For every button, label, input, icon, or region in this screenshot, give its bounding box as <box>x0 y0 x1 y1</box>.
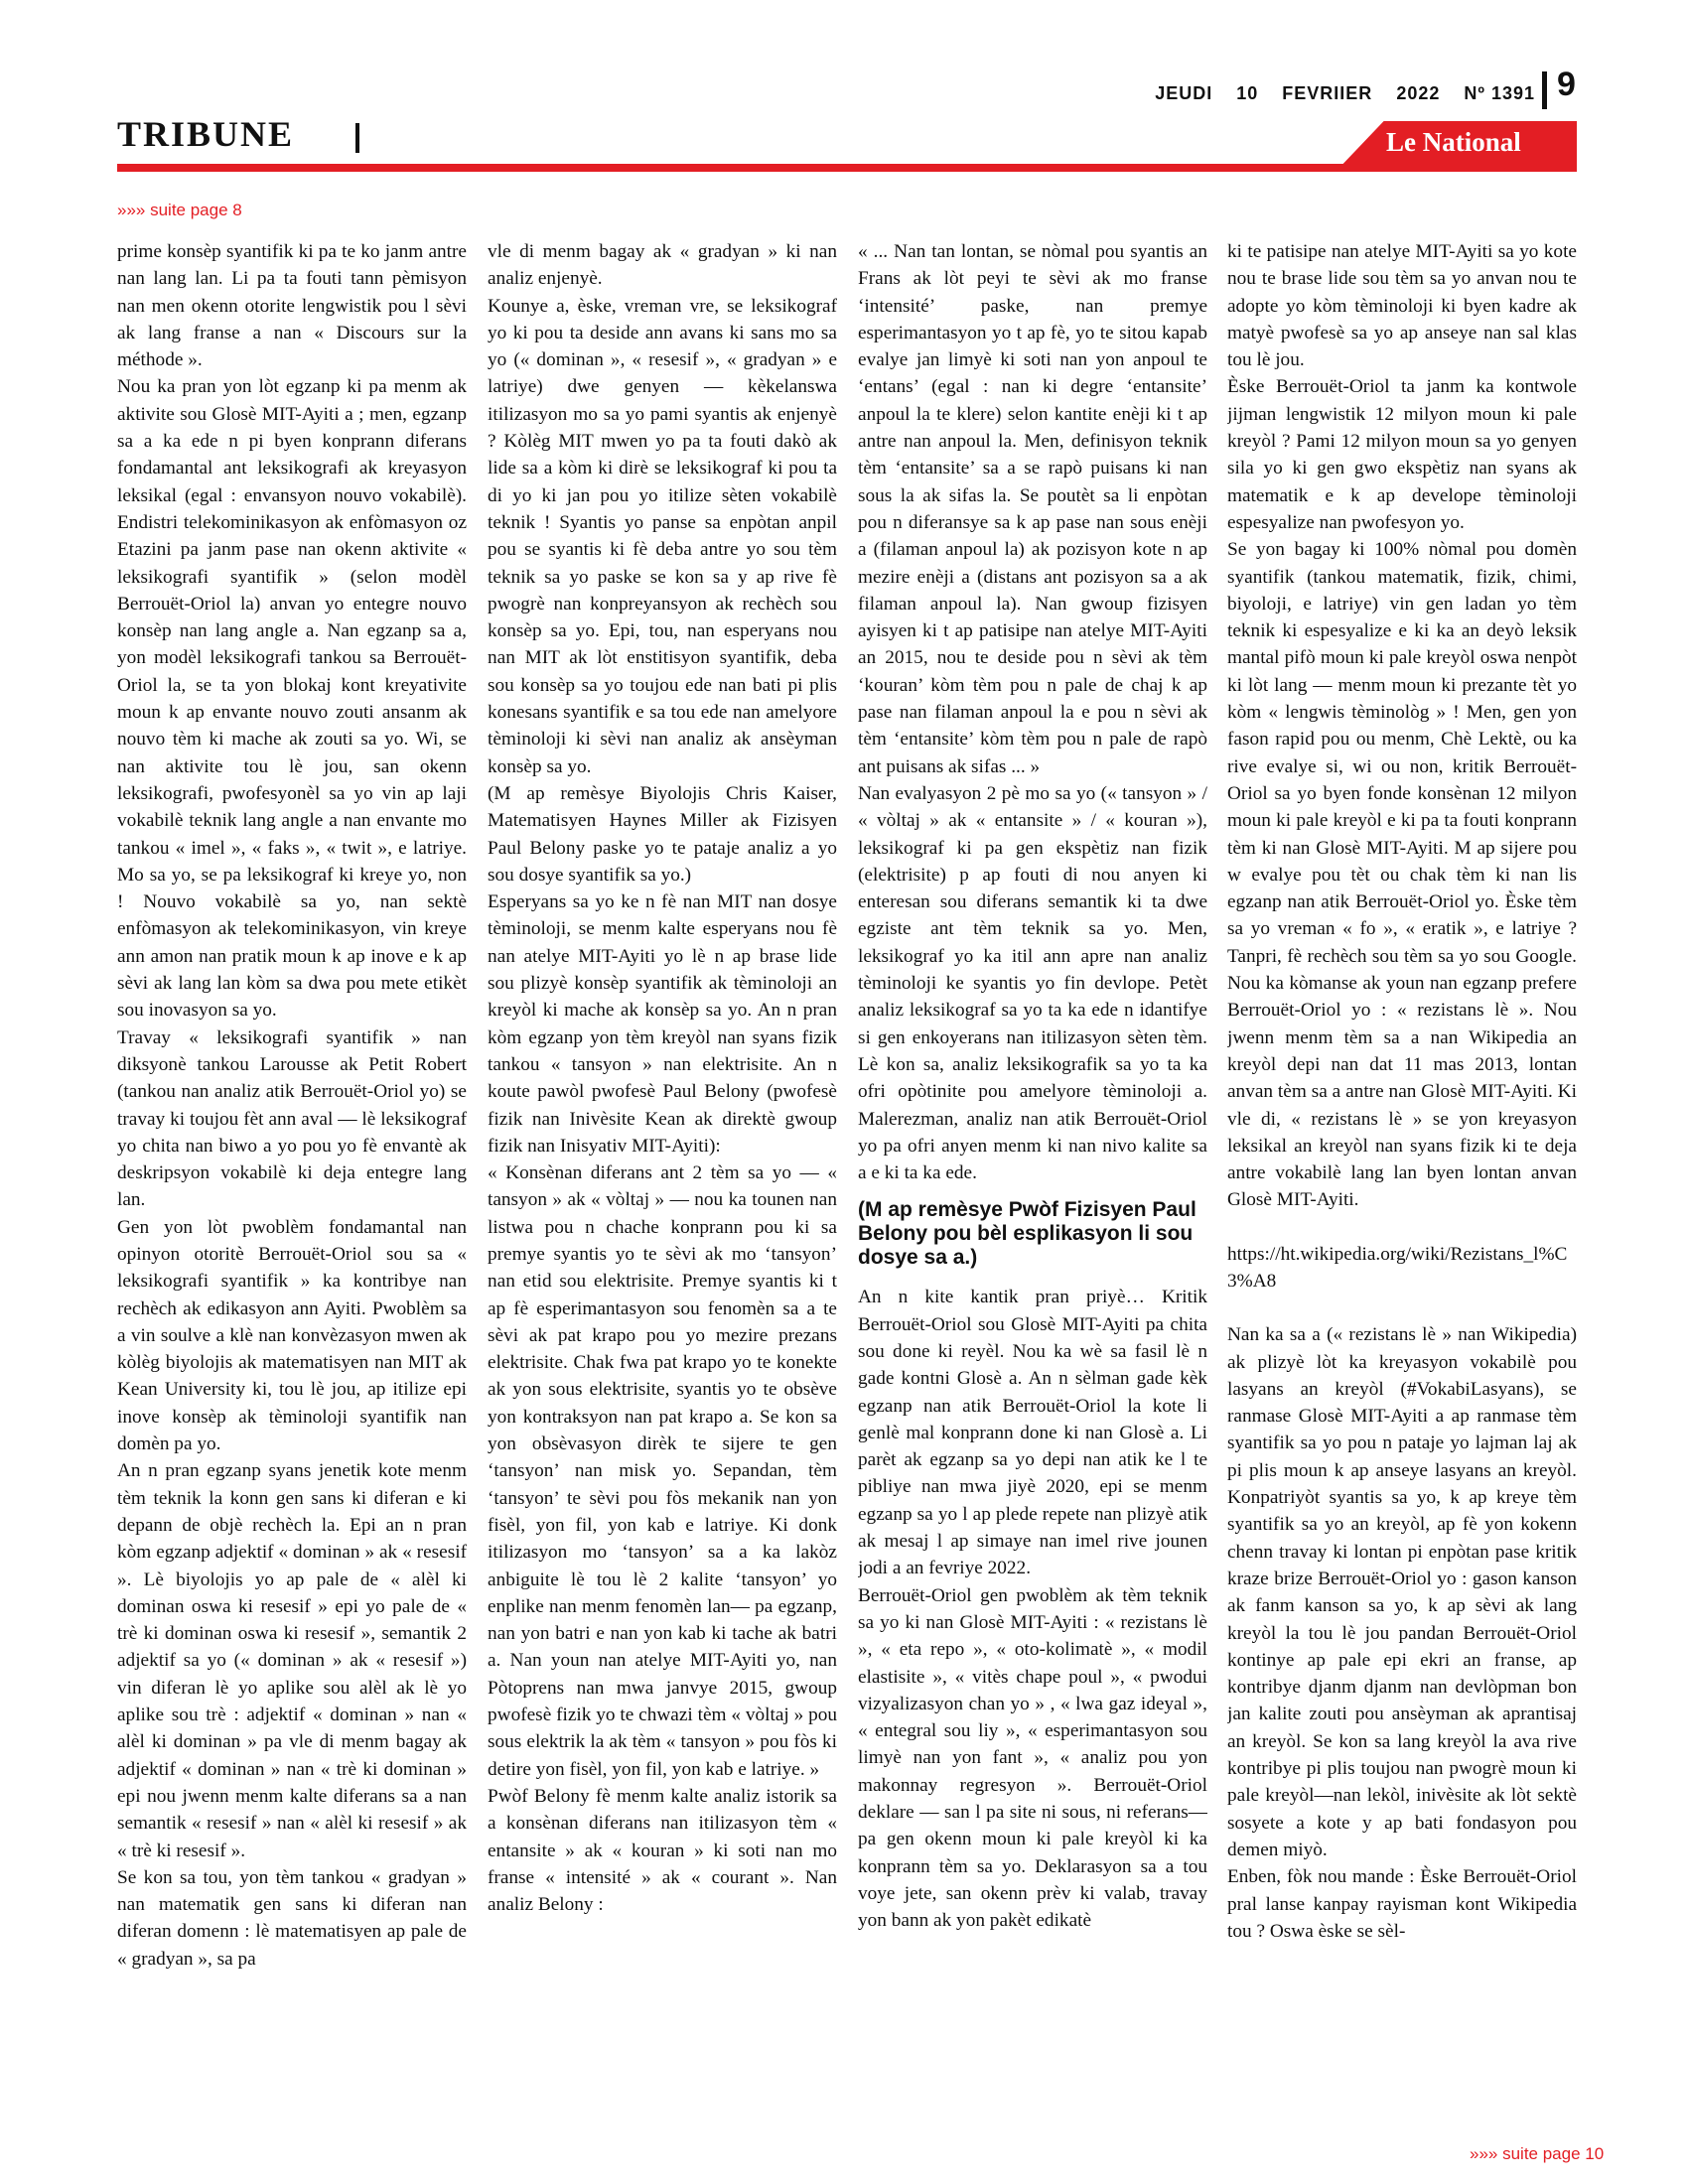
paragraph: Gen yon lòt pwoblèm fondamantal nan opinyon otoritè Berrouët-Oriol sou sa « leksikografi syantifik » ka kontribye nan rechèch ak edikasyon ann Ayiti. Pwoblèm sa a vin soulve a klè nan konvèzasyon mwen ak kòlèg biyolojis ak matematisyen nan MIT ak Kean University ki, tou lè jou, ap itilize epi inove konsèp ak tèminoloji syantifik nan domèn pa yo. <box>117 1216 467 1455</box>
paragraph: prime konsèp syantifik ki pa te ko janm antre nan lang lan. Li pa ta fouti tann pèmisyon nan men okenn otorite lengwistik pou l sèvi ak lang franse a nan « Discours sur la méthode ». <box>117 241 467 371</box>
continued-from-link: »»» suite page 8 <box>117 201 242 219</box>
paragraph: Se kon sa tou, yon tèm tankou « gradyan » nan matematik gen sans ki diferan nan diferan domenn : lè matematisyen ap pale de « gradyan », sa pa <box>117 1866 467 1970</box>
paragraph: « Konsènan diferans ant 2 tèm sa yo — « tansyon » ak « vòltaj » — nou ka tounen nan listwa pou n chache konprann pou ki sa premye syantis yo te sèvi ak mo ‘tansyon’ nan etid sou elektrisite. Premye syantis ki t ap fè esperimantasyon sou fenomèn sa a te sèvi ak pat krapo pou yo mezire prezans elektrisite. Chak fwa pat krapo yo te konekte ak yon sous elektrisite, syantis yo te obsève yon kontraksyon nan pat krapo a. Se kon sa yon obsèvasyon dirèk te sijere te gen ‘tansyon’ nan misk yo. Sepandan, tèm ‘tansyon’ te sèvi pou fòs mekanik nan yon fisèl, yon fil, yon kab e latriye. Ki donk itilizasyon mo ‘tansyon’ sa a ka lakòz anbiguite lè tou lè 2 kalite ‘tansyon’ yo enplike nan menm fenomèn lan— pa egzanp, nan yon batri e nan yon kab ki tache ak batri a. Nan youn nan atelye MIT-Ayiti yo, nan Pòtoprens nan mwa janvye 2015, gwoup pwofesè fizik yo te chwazi tèm « vòltaj » pou sous elektrik la ak tèm « tansyon » pou fòs ki detire yon fisèl, yon fil, yon kab e latriye. » <box>488 1162 837 1780</box>
issue-date: 10 <box>1236 83 1259 103</box>
spacer <box>1227 1295 1577 1321</box>
paragraph: Pwòf Belony fè menm kalte analiz istorik sa a konsènan diferans nan itilizasyon tèm « entansite » ak « kouran » ki soti nan mo franse « intensité » ak « courant ». Nan analiz Belony : <box>488 1785 837 1916</box>
paragraph: Travay « leksikografi syantifik » nan diksyonè tankou Larousse ak Petit Robert (tankou nan analiz atik Berrouët-Oriol yo) se travay ki toujou fèt ann aval — lè leksikograf yo chita nan biwo a yo pou yo fè envantè ak deskripsyon vokabilè ki deja entegre lang lan. <box>117 1026 467 1211</box>
continued-on-link: »»» suite page 10 <box>1470 2144 1605 2163</box>
paragraph: Kounye a, èske, vreman vre, se leksikograf yo ki pou ta deside ann avans ki sans mo sa yo (« dominan », « resesif », « gradyan » e latriye) dwe genyen — kèkelanswa itilizasyon mo sa yo pami syantis ak enjenyè ? Kòlèg MIT mwen yo pa ta fouti dakò ak lide sa a kòm ki dirè se leksikograf ki pou ta di yo ki jan pou yo itilize sèten vokabilè teknik ! Syantis yo panse sa enpòtan anpil pou se syantis ki fè deba antre yo sou tèm teknik sa yo paske se kon sa y ap rive fè pwogrè nan konpreyansyon ak rechèch sou konsèp sa yo. Epi, tou, nan esperyans nou nan MIT ak lòt enstitisyon syantifik, deba sou konsèp sa yo toujou ede nan bati pi plis konesans syantifik e sa tou ede nan amelyore tèminoloji ki sèvi nan analiz ak ansèyman konsèp sa yo. <box>488 295 837 777</box>
issue-day: JEUDI <box>1155 83 1213 103</box>
paragraph: (M ap remèsye Biyolojis Chris Kaiser, Matematisyen Haynes Miller ak Fizisyen Paul Belony paske yo te pataje analiz a yo sou dosye syantifik sa yo.) <box>488 782 837 886</box>
paragraph: Esperyans sa yo ke n fè nan MIT nan dosye tèminoloji, se menm kalte esperyans nou fè nan atelye MIT-Ayiti yo lè n ap brase lide sou plizyè konsèp syantifik ak tèminoloji an kreyòl ki mache ak konsèp sa yo. An n pran kòm egzanp yon tèm kreyòl nan syans fizik tankou « tansyon » nan elektrisite. An n koute pawòl pwofesè Paul Belony (pwofesè fizik nan Inivèsite Kean ak direktè gwoup fizik nan Inisyativ MIT-Ayiti): <box>488 891 837 1157</box>
paragraph: « ... Nan tan lontan, se nòmal pou syantis an Frans ak lòt peyi te sèvi ak mo franse ‘intensité’ paske, nan premye esperimantasyon yo t ap fè, yo te sitou kapab evalye jan limyè ki soti nan yon anpoul te ‘entans’ (egal : nan ki degre ‘entansite’ anpoul la te klere) selon kantite enèji ki t ap antre nan anpoul la. Men, definisyon teknik tèm ‘entansite’ sa a se rapò puisans ki nan sous la ak sifas la. Se poutèt sa li enpòtan pou n diferansye sa k ap pase nan sous enèji a (filaman anpoul la) ak pozisyon kote n ap mezire enèji a (distans ant pozisyon sa a ak filaman anpoul la). Nan gwoup fizisyen ayisyen ki t ap patisipe nan atelye MIT-Ayiti an 2015, nou te deside pou n sèvi ak tèm ‘kouran’ kòm tèm pou n pale de chaj k ap pase nan filaman anpoul la e pou n sèvi ak tèm ‘entansite’ kòm tèm pou n pale de rapò ant puisans ak sifas ... » <box>858 241 1207 777</box>
wikipedia-link[interactable]: https://ht.wikipedia.org/wiki/Rezistans_l%C3%A8 <box>1227 1243 1568 1292</box>
issue-dateline <box>1137 83 1535 104</box>
article-column-2 <box>488 238 837 2139</box>
paragraph: ki te patisipe nan atelye MIT-Ayiti sa yo kote nou te brase lide sou tèm sa yo anvan nou te adopte yo kòm tèminoloji ki byen kadre ak matyè pwofesè sa yo ap anseye nan sal klas tou lè jou. <box>1227 241 1577 371</box>
spacer <box>1227 1214 1577 1241</box>
header-divider <box>1542 71 1547 109</box>
page-number: 9 <box>1557 66 1576 103</box>
paragraph: Èske Berrouët-Oriol ta janm ka kontwole jijman lengwistik 12 milyon moun ki pale kreyòl ? Pami 12 milyon moun sa yo genyen sila yo ki gen gwo ekspètiz nan syans ak matematik e k ap develope tèminoloji espesyalize nan pwofesyon yo. <box>1227 376 1577 533</box>
paragraph: Nan ka sa a (« rezistans lè » nan Wikipedia) ak plizyè lòt ka kreyasyon vokabilè pou lasyans an kreyòl (#VokabiLasyans), se ranmase Glosè MIT-Ayiti a ap ranmase tèm syantifik sa yo pou n pataje yo lajman laj ak pi plis moun k ap anseye lasyans an kreyòl. Konpatriyòt syantis sa yo, k ap kreye tèm syantifik sa yo an kreyòl, ap fè yon kokenn chenn travay ki lontan pi enpòtan pase kritik kraze brize Berrouët-Oriol yo : gason kanson ak fanm kanson sa yo, k ap sèvi ak lang kreyòl la tou lè jou pandan Berrouët-Oriol kontinye ap pale epi ekri an franse, ap kontribye djanm djanm nan devlòpman bon jan kalite zouti pou ansèyman ak aprantisaj an kreyòl. Se kon sa lang kreyòl la ava rive kontribye pi plis toujou nan pwogrè moun ki pale kreyòl—nan lekòl, inivèsite ak lòt sektè sosyete a kote y ap bati fondasyon pou demen miyò. <box>1227 1324 1577 1860</box>
paragraph: Berrouët-Oriol gen pwoblèm ak tèm teknik sa yo ki nan Glosè MIT-Ayiti : « rezistans lè », « eta repo », « oto-kolimatè », « modil elastisite », « vitès chape poul », « pwodui vizyalizasyon chan yo » , « lwa gaz ideyal », « entegral sou liy », « esperimantasyon sou limyè nan yon fant », « analiz pou yon makonnay regresyon ». Berrouët-Oriol deklare — san l pa site ni sous, ni referans— pa gen okenn moun ki pale kreyòl ki ka konprann tèm sa yo. Deklarasyon sa a tou voye jete, san okenn prèv ki valab, travay yon bann ak yon pakèt edikatè <box>858 1584 1207 1932</box>
paragraph: vle di menm bagay ak « gradyan » ki nan analiz enjenyè. <box>488 241 837 290</box>
paragraph: An n pran egzanp syans jenetik kote menm tèm teknik la konn gen sans ki diferan e ki depann de objè rechèch la. Epi an n pran kòm egzanp adjektif « dominan » ak « resesif ». Lè biyolojis yo ap pale de « alèl ki dominan oswa ki resesif » epi yo pale de « trè ki dominan oswa ki resesif », semantik 2 adjektif sa yo (« dominan » ak « resesif ») vin diferan lè yo aplike sou alèl ak lè yo aplike sou trè : adjektif « dominan » nan « alèl ki dominan » pa vle di menm bagay ak adjektif « dominan » nan « trè ki dominan » epi nou jwenn menm kalte diferans sa a nan semantik « resesif » nan « alèl ki resesif » ak « trè ki resesif ». <box>117 1460 467 1861</box>
issue-year: 2022 <box>1396 83 1441 103</box>
section-divider <box>355 123 359 153</box>
newspaper-brand: Le National <box>1386 127 1521 157</box>
article-column-3 <box>858 238 1207 2139</box>
issue-number: Nº 1391 <box>1464 83 1535 103</box>
paragraph: An n kite kantik pran priyè… Kritik Berrouët-Oriol sou Glosè MIT-Ayiti pa chita sou done ki reyèl. Nou ka wè sa fasil lè n gade kontni Glosè a. An n sèlman gade kèk egzanp nan atik Berrouët-Oriol la kote li genlè mal konprann done ki nan Glosè a. Li parèt ak egzanp sa yo depi nan atik ke l te pibliye nan mwa jiyè 2020, epi se menm egzanp sa yo l ap plede repete nan plizyè atik ak mesaj l ap simaye nan imel rive jounen jodi a an fevriye 2022. <box>858 1287 1207 1579</box>
paragraph: Nan evalyasyon 2 pè mo sa yo (« tansyon » / « vòltaj » ak « entansite » / « kouran »), leksikograf ki pa gen ekspètiz nan fizik (elektrisite) p ap fouti di nou anyen ki enteresan sou diferans semantik ki ta dwe egziste ant tèm teknik sa yo. Men, leksikograf yo ka itil ann apre nan analiz tèminoloji ke syantis yo fin devlope. Petèt analiz leksikograf sa yo ta ka ede n idantifye si gen enkoyerans nan itilizasyon sèten tèm. Lè kon sa, analiz leksikografik sa yo ta ka ofri opòtinite pou amelyore tèminoloji a. Malerezman, analiz nan atik Berrouët-Oriol yo pa ofri anyen menm ki nan nivo kalite sa a e ki ta ka ede. <box>858 782 1207 1184</box>
article-column-1 <box>117 238 467 2139</box>
paragraph: Enben, fòk nou mande : Èske Berrouët-Oriol pral lanse kanpay rayisman kont Wikipedia tou ? Oswa èske se sèl- <box>1227 1866 1577 1942</box>
paragraph: Nou ka pran yon lòt egzanp ki pa menm ak aktivite sou Glosè MIT-Ayiti a ; men, egzanp sa a ka ede n pi byen konprann diferans fondamantal ant leksikografi ak kreyasyon leksikal (egal : envansyon nouvo vokabilè). Endistri telekominikasyon ak enfòmasyon oz Etazini pa janm pase nan okenn aktivite « leksikografi syantifik » (selon modèl Berrouët-Oriol la) anvan yo entegre nouvo konsèp nan lang angle a. Nan egzanp sa a, yon modèl leksikografi tankou sa Berrouët-Oriol la, se ta yon blokaj kont kreyativite moun k ap envante nouvo zouti ansanm ak nouvo tèm ki mache ak zouti sa yo. Wi, se nan aktivite tou lè jou, san okenn leksikografi, pwofesyonèl sa yo vin ap laji vokabilè teknik lang angle a nan envante mo tankou « imel », « faks », « twit », e latriye. Mo sa yo, se pa leksikograf ki kreye yo, non ! Nouvo vokabilè sa yo, nan sektè enfòmasyon ak telekominikasyon, vin kreye ann amon nan pratik moun k ap inove e k ap sèvi ak lang lan kòm sa dwa pou mete etikèt sou inovasyon sa yo. <box>117 376 467 1022</box>
section-title: TRIBUNE <box>117 114 295 154</box>
paragraph: Se yon bagay ki 100% nòmal pou domèn syantifik (tankou matematik, fizik, chimi, biyoloji, e latriye) vin gen ladan yo tèm teknik ki espesyalize e ki ka an deyò leksik mantal pifò moun ki pale kreyòl oswa nenpòt ki lòt lang — menm moun ki prezante tèt yo kòm « lengwis tèminològ » ! Men, gen yon fason rapid pou ou menm, Chè Lektè, ou ka rive evalye si, wi ou non, kritik Berrouët-Oriol sa yo byen fonde konsènan 12 milyon moun ki pale kreyòl e ki pa ta fouti konprann tèm ki nan Glosè MIT-Ayiti. M ap sijere pou w evalye pou tèt ou chak tèm ki nan lis egzanp nan atik Berrouët-Oriol yo. Èske tèm sa yo vreman « fo », « eratik », e latriye ? Tanpri, fè rechèch sou tèm sa yo sou Google. Nou ka kòmanse ak youn nan egzanp prefere Berrouët-Oriol yo : « rezistans lè ». Nou jwenn menm tèm sa a nan Wikipedia an kreyòl depi nan dat 11 mas 2013, lontan anvan tèm sa a antre nan Glosè MIT-Ayiti. Ki vle di, « rezistans lè » se yon kreyasyon leksikal an kreyòl nan syans fizik ki te deja antre vokabilè lang lan byen lontan anvan Glosè MIT-Ayiti. <box>1227 539 1577 1211</box>
issue-month: FEVRIIER <box>1282 83 1373 103</box>
article-column-4 <box>1227 238 1577 2139</box>
acknowledgement-heading: (M ap remèsye Pwòf Fizisyen Paul Belony pou bèl esplikasyon li sou dosye sa a.) <box>858 1198 1196 1270</box>
